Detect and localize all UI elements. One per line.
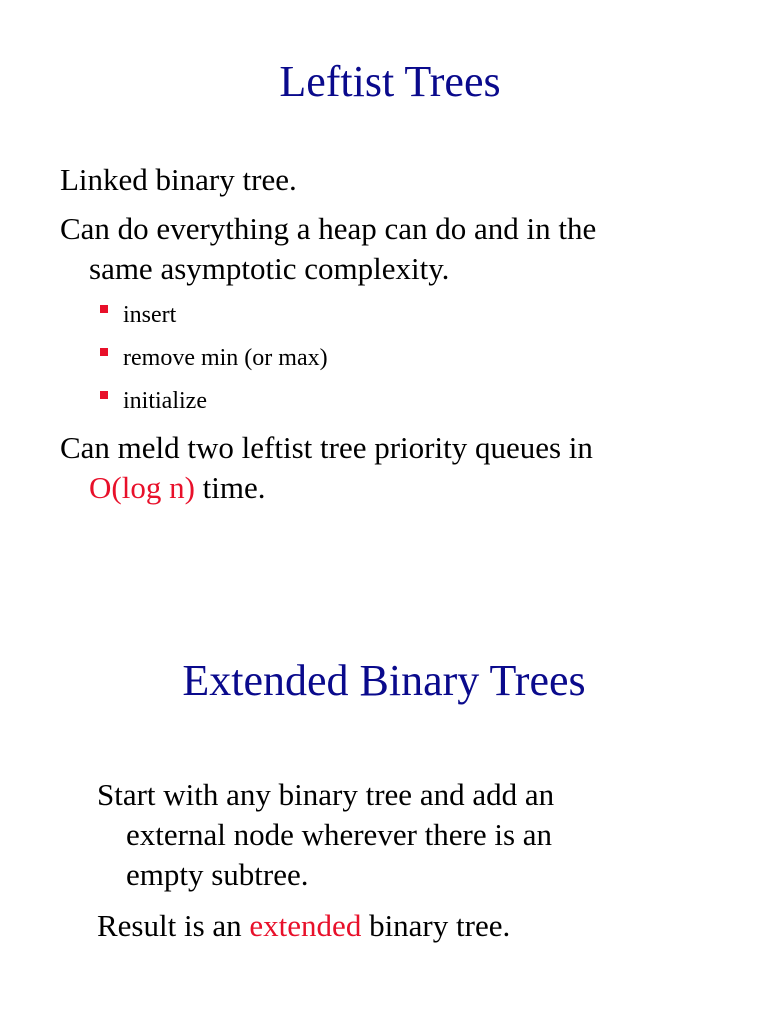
slide-extended-binary-trees — [0, 610, 768, 1024]
bullet-item-remove-min — [100, 343, 328, 373]
slide-title: Extended Binary Trees — [182, 656, 586, 705]
paragraph-text-line-2: external node wherever there is an — [126, 817, 553, 852]
paragraph-heap-capabilities — [60, 209, 596, 289]
paragraph-text-line-2 — [60, 468, 593, 508]
extended-highlight: extended — [249, 908, 362, 943]
red-square-bullet-icon — [100, 391, 108, 399]
bullet-item-insert — [100, 300, 176, 330]
paragraph-text-line-1: Start with any binary tree and add an — [97, 777, 555, 812]
paragraph-text: Linked binary tree. — [60, 162, 297, 197]
paragraph-linked-binary-tree — [60, 160, 297, 200]
paragraph-text-line-3: empty subtree. — [126, 857, 309, 892]
paragraph-text-pre: Result is an — [97, 908, 250, 943]
complexity-highlight: O(log n) — [89, 470, 195, 505]
slide-title: Leftist Trees — [279, 57, 501, 106]
paragraph-meld — [60, 428, 593, 508]
paragraph-result — [97, 906, 510, 946]
paragraph-external-nodes — [97, 775, 554, 895]
bullet-label: initialize — [123, 388, 207, 414]
paragraph-text-tail: time. — [194, 470, 266, 505]
red-square-bullet-icon — [100, 305, 108, 313]
bullet-item-initialize — [100, 386, 207, 416]
paragraph-text-line-1: Can do everything a heap can do and in the — [60, 211, 597, 246]
paragraph-text-line-1: Can meld two leftist tree priority queues in — [60, 430, 593, 465]
paragraph-text-post: binary tree. — [361, 908, 511, 943]
red-square-bullet-icon — [100, 348, 108, 356]
paragraph-text-line-2: same asymptotic complexity. — [89, 251, 450, 286]
bullet-label: remove min (or max) — [123, 345, 328, 371]
bullet-label: insert — [123, 302, 177, 328]
